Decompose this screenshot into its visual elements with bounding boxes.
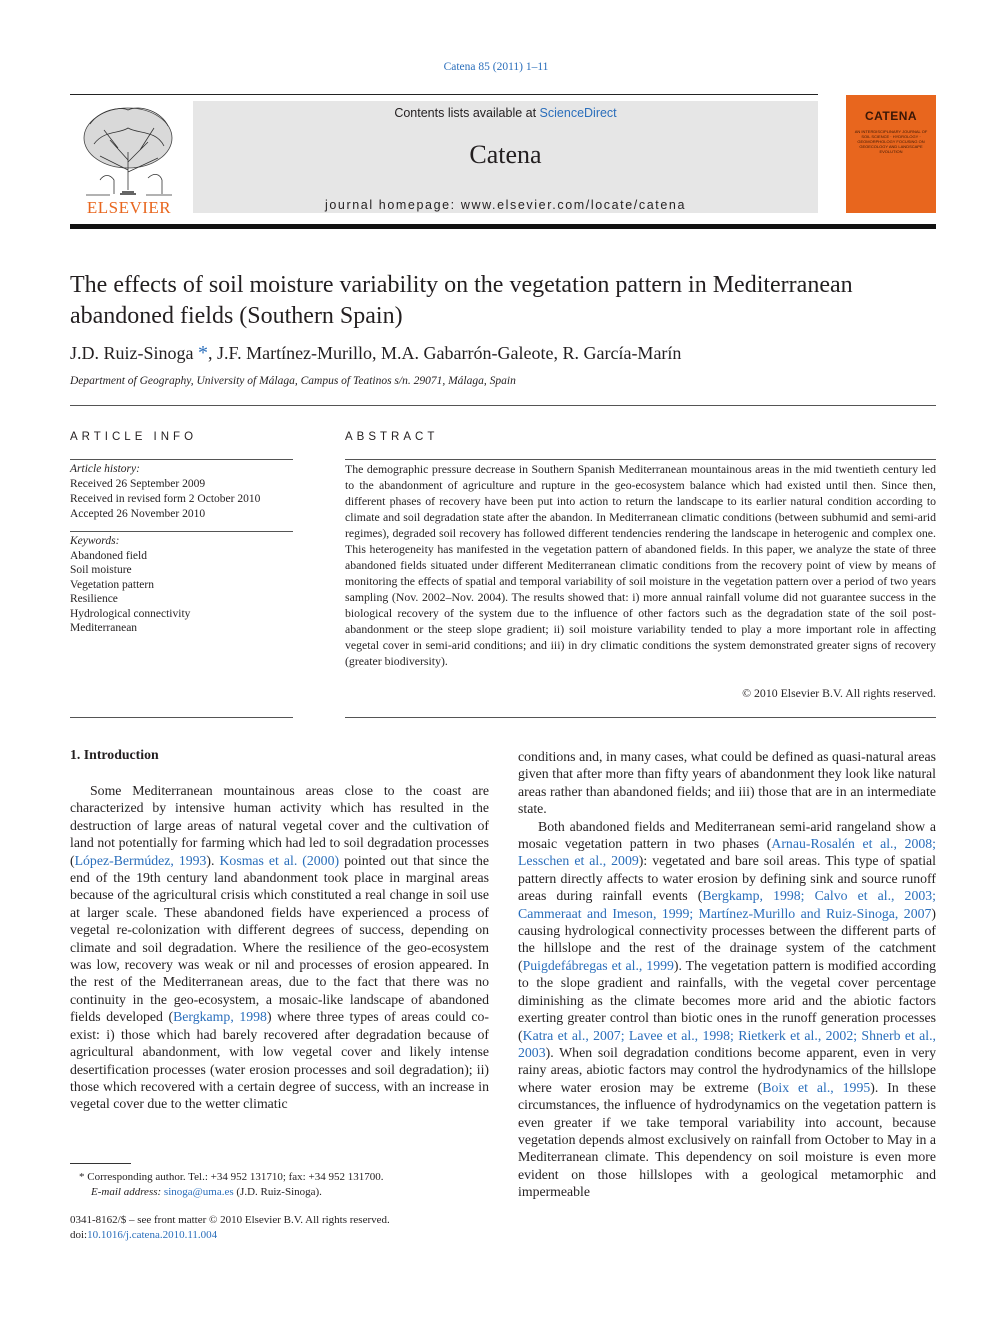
abstract-rule (345, 459, 936, 460)
header-thick-rule (70, 224, 936, 229)
sciencedirect-link[interactable]: ScienceDirect (539, 106, 617, 120)
article-history (70, 462, 293, 522)
paragraph-text: ). When soil degradation conditions become apparent, even in very rainy areas, abiotic factors may control the hydrodynamics of the hillslope where water erosion may be extreme ( (518, 1044, 936, 1095)
paragraph-text: ): vegetated and bare soil areas. This type of spatial pattern directly affects to water erosion by defining sink and source runoff areas during rainfall events ( (518, 853, 937, 904)
paragraph-text: ). In these circumstances, the influence of hydrodynamics on the vegetation pattern is even greater if we take temporal variability into account, because vegetation depends almost exclusively on rainfall from October to May in a Mediterranean climate. This dependency on soil moisture is even more evident on those hillslopes with a geological metamorphic and impermeable (518, 1079, 937, 1200)
citation-link[interactable]: Boix et al., 1995 (762, 1079, 871, 1095)
paragraph: conditions and, in many cases, what could be defined as quasi-natural areas given that after more than fifty years of abandonment they look like natural areas rather than abandoned fields; and iii) those that are in an intermediate state. (518, 749, 936, 817)
paragraph-text: Some Mediterranean mountainous areas close to the coast are characterized by intensive human activity which has resulted in the destruction of large areas of natural vegetal cover and the cultivation of land not potentially for farming which had led to soil degradation processes ( (70, 783, 489, 868)
doi-line (70, 1228, 490, 1243)
keyword-item: Hydrological connectivity (70, 607, 191, 620)
history-accepted: Accepted 26 November 2010 (70, 508, 206, 520)
abstract-text: The demographic pressure decrease in Southern Spanish Mediterranean mountainous areas in the mid twentieth century led to the abandonment of agriculture and rupture in the geo-ecosystem balance which had existed until then. Since then, different phases of recovery have been put into action to return the landscape to its earlier natural condition according to climate and soil degradation state after the abandon. In Mediterranean climatic conditions (between subhumid and semi-arid regimes), degraded soil recovery has followed different tendencies rendering the landscape in heterogenic and complex one. This heterogeneity has manifested in the vegetation pattern of abandoned fields. In this paper, we analyze the state of three abandoned fields situated under different Mediterranean climatic conditions from the recovery point of view by means of monitoring the effects of spatial and temporal variability of soil moisture in the vegetation pattern over a period of two years sampling (Nov. 2002–Nov. 2004). The results showed that: i) more annual rainfall volume did not guarantee success in the biological recovery of the system due to the influence of other factors such as the degradation state of the soil post-abandonment or the steep slope gradient; ii) soil moisture variability tended to play a more important role in affecting vegetal cover in semi-arid conditions; and iii) in dry climatic conditions the system demonstrated greater signs of recovery (greater biodiversity). (345, 462, 936, 668)
author-list (70, 342, 940, 365)
footnote (70, 1170, 490, 1200)
paragraph-text: pointed out that since the end of the 19th century land abandonment took place in marginal areas because of the agricultural crisis which constituted a real change in soil use at larger scale. These abandoned fields have experienced a process of vegetal re-colonization with different degrees of success, depending on climate and soil degradation. Where the resilience of the geo-ecosystem was low, recovery was weak or nil and processes of erosion appeared. In the rest of the Mediterranean areas, due to the fact that there was no continuity in the geo-ecosystem, a mosaic-like landscape of abandoned fields developed ( (70, 852, 489, 1025)
right-column (518, 748, 936, 1201)
citation-link[interactable]: Kosmas et al. (2000) (219, 852, 340, 868)
citation-link[interactable]: López-Bermúdez, 1993 (74, 852, 207, 868)
other-authors: , J.F. Martínez-Murillo, M.A. Gabarrón-Galeote, R. García-Marín (208, 343, 682, 363)
elsevier-logo (70, 100, 188, 216)
footnote-mark: * (79, 1171, 85, 1183)
journal-name: Catena (469, 140, 542, 169)
homepage-line (193, 198, 818, 212)
doi-link[interactable]: 10.1016/j.catena.2010.11.004 (87, 1229, 218, 1241)
paragraph-text: Both abandoned fields and Mediterranean semi-arid rangeland show a mosaic vegetation pattern in two phases ( (518, 818, 936, 852)
citation-link[interactable]: Bergkamp, 1998 (173, 1009, 267, 1025)
keyword-item: Resilience (70, 593, 118, 605)
history-revised: Received in revised form 2 October 2010 (70, 493, 261, 505)
elsevier-tree-icon (70, 100, 188, 216)
affiliation: Department of Geography, University of Málaga, Campus of Teatinos s/n. 29071, Málaga, Spain (70, 375, 516, 387)
email-link[interactable]: sinoga@uma.es (163, 1186, 234, 1198)
cover-tagline: AN INTERDISCIPLINARY JOURNAL OF SOIL SCIENCE · HYDROLOGY · GEOMORPHOLOGY FOCUSING ON GEOECOLOGY AND LANDSCAPE EVOLUTION (854, 129, 928, 154)
left-column (70, 782, 489, 1113)
header-rule (70, 94, 818, 95)
article-info-heading: ARTICLE INFO (70, 431, 198, 443)
paragraph (518, 818, 936, 1201)
email-note (70, 1185, 490, 1200)
paragraph-text: ). The vegetation pattern is modified according to the slope gradient and rainfalls, with the vegetal cover percentage diminishing as the climate becomes more arid and the abiotic factors exerting greater control than biotic ones in the runoff generation processes ( (518, 957, 936, 1043)
paragraph-text: ) where three types of areas could co-exist: i) those which had barely recovered after degradation because of agricultural abandonment, with low vegetal cover and likely intense desertification processes (water erosion processes and soil degradation); ii) those which recovered with a certain degree of success, with an increase in vegetal cover due to the wetter climatic (70, 1009, 490, 1112)
paragraph-text: ) causing hydrological connectivity processes between the different parts of the hillslope and the rest of the drainage system of the catchment ( (518, 905, 936, 973)
paragraph-text: ). (206, 852, 220, 868)
info-rule (70, 531, 293, 532)
article-title: The effects of soil moisture variability on the vegetation pattern in Mediterranean abandoned fields (Southern Spain) (70, 272, 853, 329)
corresponding-author-note (70, 1170, 490, 1185)
keywords (70, 534, 293, 636)
abstract-rule (345, 717, 936, 718)
info-rule (70, 717, 293, 718)
paragraph (70, 782, 489, 1113)
section-heading: 1. Introduction (70, 747, 159, 762)
keyword-item: Soil moisture (70, 564, 132, 576)
history-label: Article history: (70, 463, 140, 475)
affiliation-rule (70, 405, 936, 406)
journal-citation[interactable]: Catena 85 (2011) 1–11 (443, 61, 549, 73)
contact-numbers: Corresponding author. Tel.: +34 952 131710; fax: +34 952 131700. (84, 1171, 384, 1183)
history-received: Received 26 September 2009 (70, 478, 206, 490)
corresponding-author-mark[interactable]: * (198, 342, 208, 364)
email-label: E-mail address: (91, 1186, 162, 1198)
abstract-heading: ABSTRACT (345, 431, 439, 443)
front-matter (70, 1213, 490, 1243)
cover-title: CATENA (864, 109, 918, 123)
contents-line (193, 106, 818, 120)
info-rule (70, 459, 293, 460)
keywords-label: Keywords: (70, 535, 120, 547)
citation-link[interactable]: Puigdefábregas et al., 1999 (522, 957, 674, 973)
email-suffix: (J.D. Ruiz-Sinoga). (233, 1186, 322, 1198)
citation-link[interactable]: Arnau-Rosalén et al., 2008; Lesschen et al., 2009 (518, 836, 936, 869)
citation-link[interactable]: Bergkamp, 1998; Calvo et al., 2003; Cammeraat and Imeson, 1999; Martínez-Murillo and Ruiz-Sinoga, 2007 (518, 888, 936, 921)
elsevier-wordmark: ELSEVIER (86, 198, 172, 216)
contents-prefix: Contents lists available at (394, 106, 540, 120)
citation-link[interactable]: Katra et al., 2007; Lavee et al., 1998; Rietkerk et al., 2002; Shnerb et al., 2003 (518, 1027, 936, 1060)
doi-label: doi: (70, 1229, 88, 1241)
copyright-notice: © 2010 Elsevier B.V. All rights reserved. (742, 686, 936, 700)
keyword-item: Abandoned field (70, 549, 147, 562)
homepage-link[interactable]: www.elsevier.com/locate/catena (460, 198, 686, 212)
first-author: J.D. Ruiz-Sinoga (70, 343, 194, 363)
issn-line: 0341-8162/$ – see front matter © 2010 Elsevier B.V. All rights reserved. (70, 1214, 390, 1226)
keyword-item: Vegetation pattern (70, 578, 154, 591)
footnote-rule (70, 1163, 131, 1164)
homepage-prefix: journal homepage: (325, 198, 461, 212)
journal-cover (846, 95, 936, 213)
keyword-item: Mediterranean (70, 622, 138, 634)
